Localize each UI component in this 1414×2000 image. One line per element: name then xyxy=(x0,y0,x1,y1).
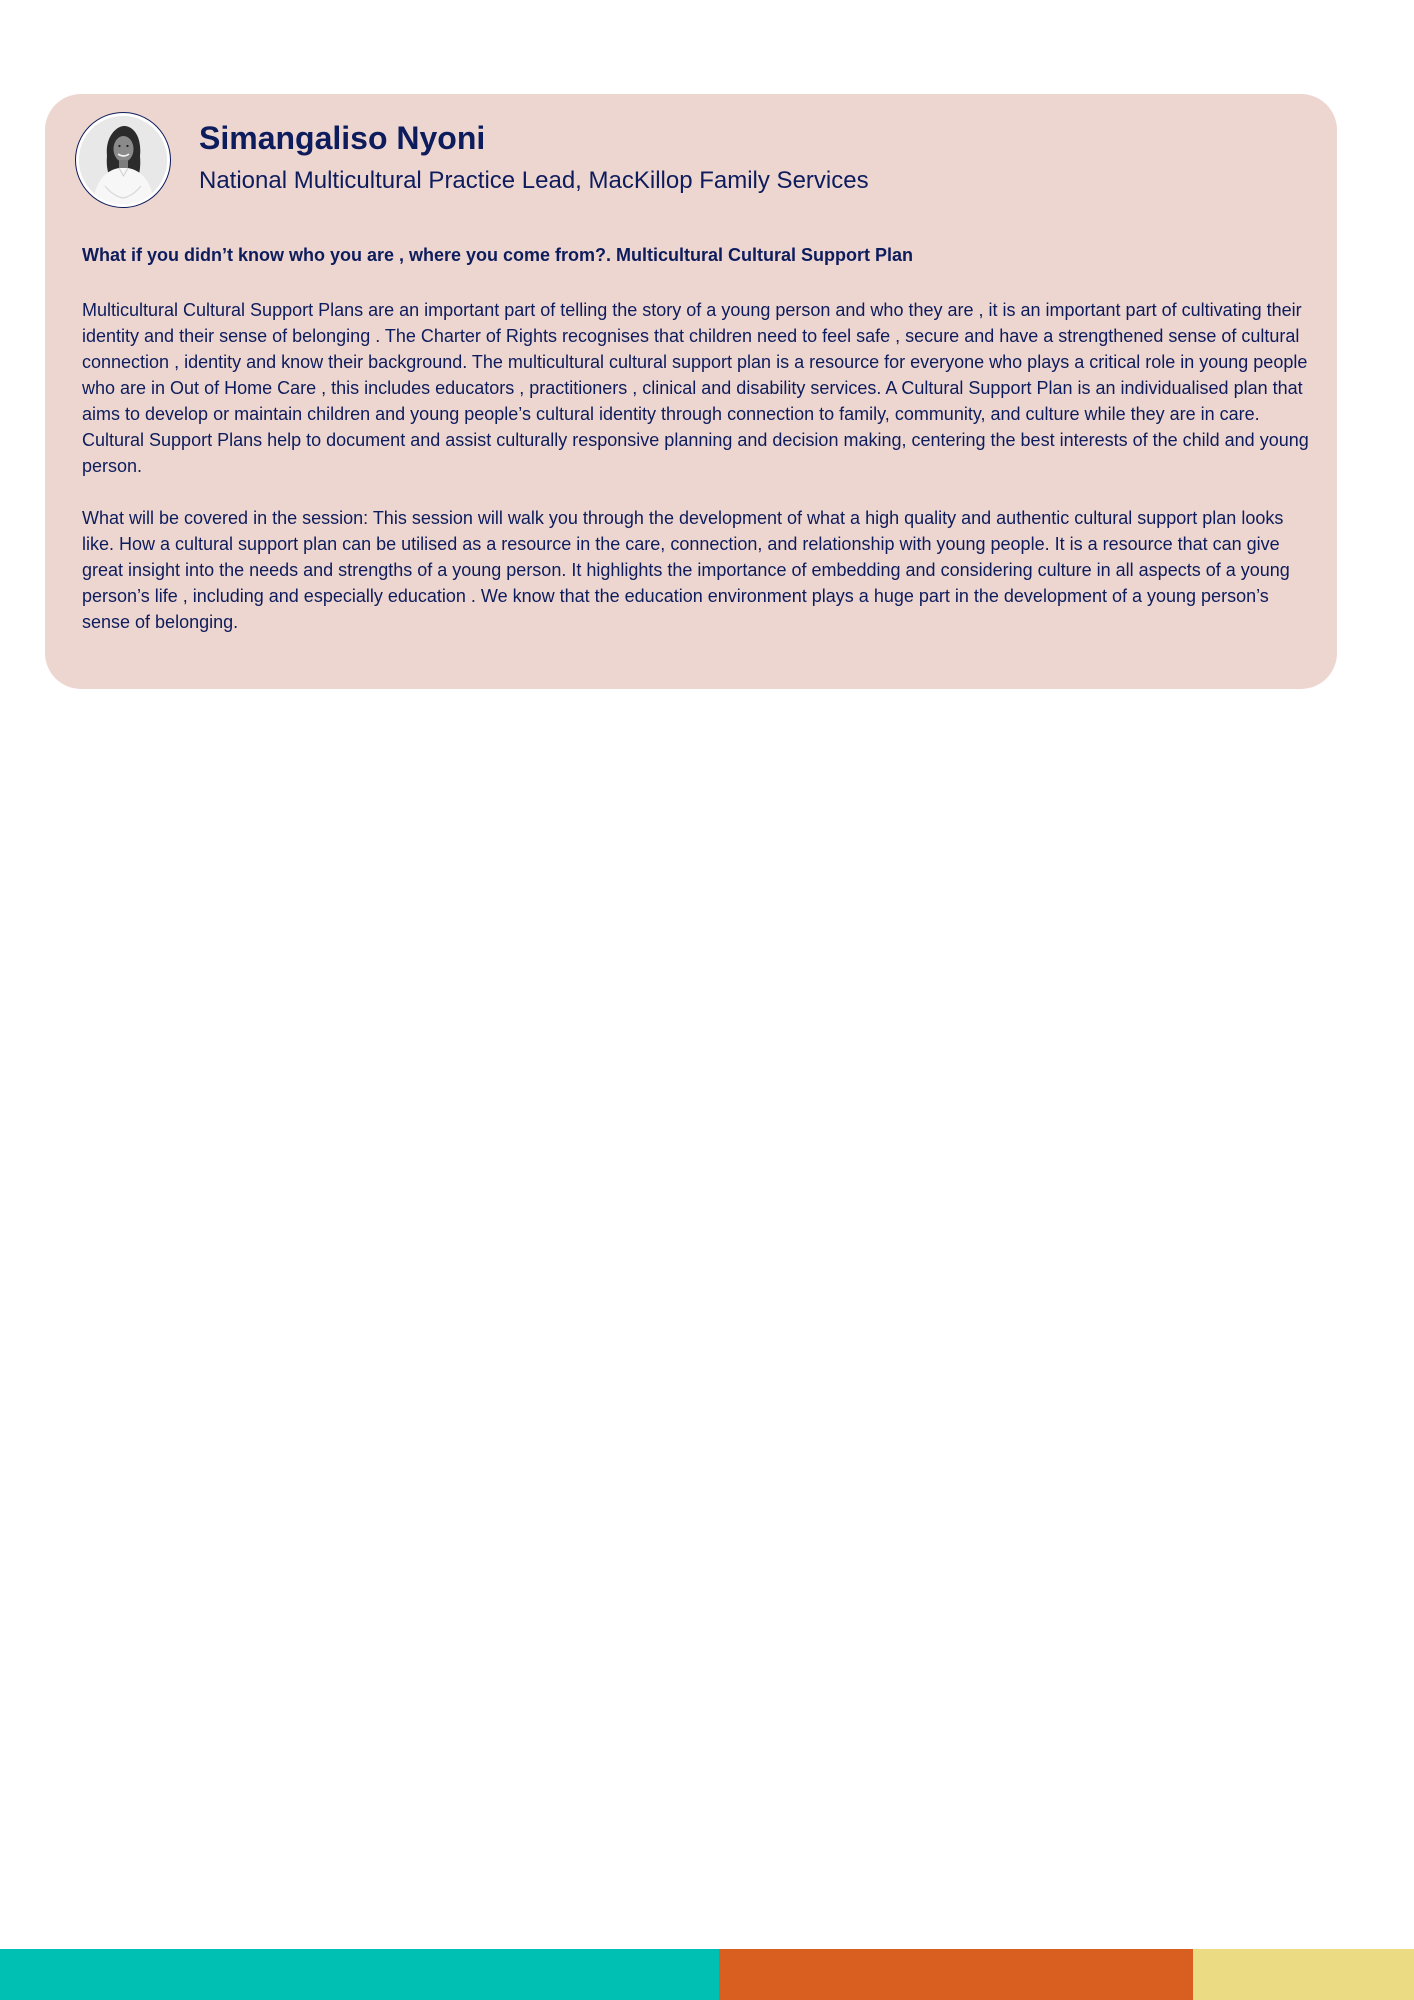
footer-yellow-segment xyxy=(1193,1949,1414,2000)
footer-color-bar xyxy=(0,1949,1414,2000)
footer-orange-segment xyxy=(719,1949,1193,2000)
speaker-role: National Multicultural Practice Lead, MacKillop Family Services xyxy=(199,167,869,194)
speaker-name: Simangaliso Nyoni xyxy=(199,120,486,156)
session-title: What if you didn’t know who you are , where you come from?. Multicultural Cultural Support Plan xyxy=(82,245,914,265)
portrait-photo-icon xyxy=(79,116,167,204)
speaker-card xyxy=(45,94,1337,689)
session-coverage-paragraph: What will be covered in the session: This session will walk you through the development of what a high quality and authentic cultural support plan looks like. How a cultural support plan can be utilised as a resource in the care, connection, and relationship with young people. It is a resource that can give great insight into the needs and strengths of a young person. It highlights the importance of embedding and considering culture in all aspects of a young person’s life , including and especially education . We know that the education environment plays a huge part in the development of a young person’s sense of belonging. xyxy=(82,508,1290,632)
footer-teal-segment xyxy=(0,1949,719,2000)
session-description-paragraph: Multicultural Cultural Support Plans are an important part of telling the story of a young person and who they are , it is an important part of cultivating their identity and their sense of belonging . The Charter of Rights recognises that children need to feel safe , secure and have a strengthened sense of cultural connection , identity and know their background. The multicultural cultural support plan is a resource for everyone who plays a critical role in young people who are in Out of Home Care , this includes educators , practitioners , clinical and disability services. A Cultural Support Plan is an individualised plan that aims to develop or maintain children and young people’s cultural identity through connection to family, community, and culture while they are in care. Cultural Support Plans help to document and assist culturally responsive planning and decision making, centering the best interests of the child and young person. xyxy=(82,300,1309,476)
speaker-avatar xyxy=(75,112,171,208)
